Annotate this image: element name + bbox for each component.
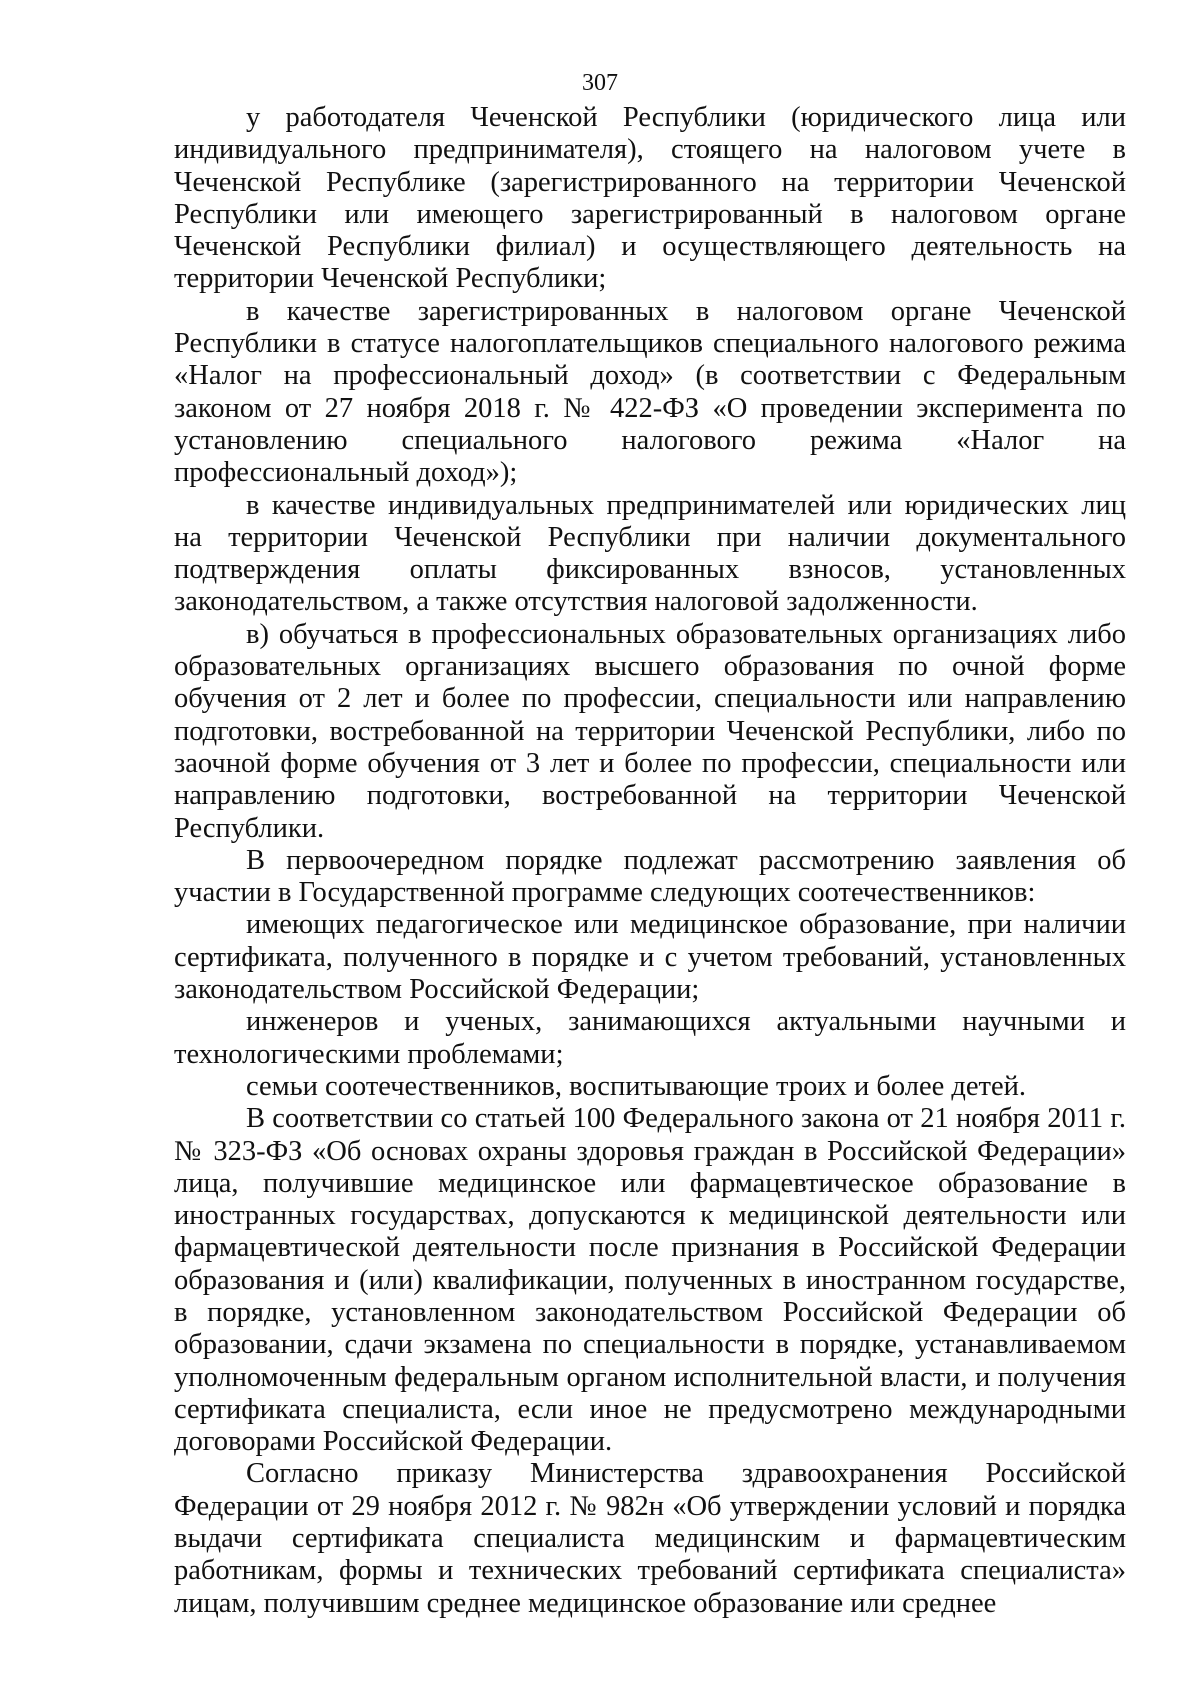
paragraph-article-100: В соответствии со статьей 100 Федерального закона от 21 ноября 2011 г. № 323-ФЗ «Об основах охраны здоровья граждан в Российской Федерации» лица, получившие медицинское или фармацевтическое образование в иностранных государствах, допускаются к медицинской деятельности или фармацевтической деятельности после признания в Российской Федерации образования и (или) квалификации, полученных в иностранном государстве, в порядке, установленном законодательством Российской Федерации об образовании, сдачи экзамена по специальности в порядке, устанавливаемом уполномоченным федеральным органом исполнительной власти, и получения сертификата специалиста, если иное не предусмотрено международными договорами Российской Федерации. bbox=[174, 1103, 1126, 1458]
paragraph-entrepreneurs: в качестве индивидуальных предпринимателей или юридических лиц на территории Чеченской Республики при наличии документального подтверждения оплаты фиксированных взносов, установленных законодательством, а также отсутствия налоговой задолженности. bbox=[174, 489, 1126, 618]
paragraph-priority-intro: В первоочередном порядке подлежат рассмотрению заявления об участии в Государственной программе следующих соотечественников: bbox=[174, 844, 1126, 909]
paragraph-priority-families: семьи соотечественников, воспитывающие троих и более детей. bbox=[246, 1070, 1027, 1102]
paragraph-employer: у работодателя Чеченской Республики (юридического лица или индивидуального предпринимателя), стоящего на налоговом учете в Чеченской Республике (зарегистрированного на территории Чеченской Республики или имеющего зарегистрированный в налоговом органе Чеченской Республики филиал) и осуществляющего деятельность на территории Чеченской Республики; bbox=[174, 102, 1126, 295]
page-number: 307 bbox=[582, 70, 618, 96]
paragraph-priority-teachers-medics: имеющих педагогическое или медицинское образование, при наличии сертификата, полученного в порядке и с учетом требований, установленных законодательством Российской Федерации; bbox=[174, 909, 1126, 1006]
paragraph-education: в) обучаться в профессиональных образовательных организациях либо образовательных организациях высшего образования по очной форме обучения от 2 лет и более по профессии, специальности или направлению подготовки, востребованной на территории Чеченской Республики, либо по заочной форме обучения от 3 лет и более по профессии, специальности или направлению подготовки, востребованной на территории Чеченской Республики. bbox=[174, 618, 1126, 844]
paragraph-order-982n: Согласно приказу Министерства здравоохранения Российской Федерации от 29 ноября 2012 г. № 982н «Об утверждении условий и порядка выдачи сертификата специалиста медицинским и фармацевтическим работникам, формы и технических требований сертификата специалиста» лицам, получившим среднее медицинское образование или среднее bbox=[174, 1458, 1126, 1619]
paragraph-self-employed: в качестве зарегистрированных в налоговом органе Чеченской Республики в статусе налогоплательщиков специального налогового режима «Налог на профессиональный доход» (в соответствии с Федеральным законом от 27 ноября 2018 г. № 422-ФЗ «О проведении эксперимента по установлению специального налогового режима «Налог на профессиональный доход»); bbox=[174, 295, 1126, 489]
document-body bbox=[174, 102, 1126, 1620]
paragraph-priority-engineers: инженеров и ученых, занимающихся актуальными научными и технологическими проблемами; bbox=[174, 1006, 1126, 1070]
